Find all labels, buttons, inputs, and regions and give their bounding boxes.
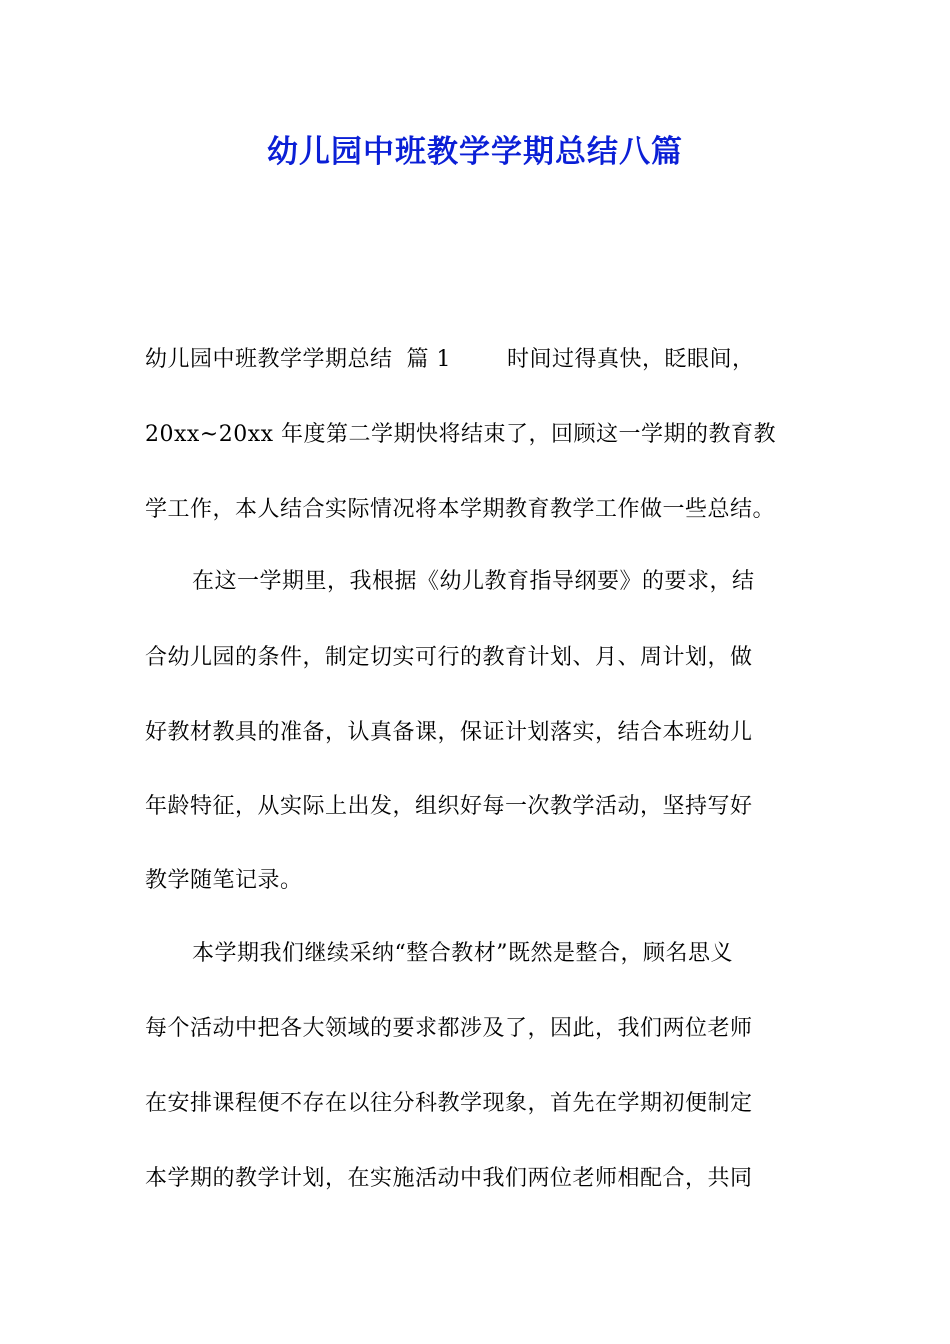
paragraph-line: 本学期的教学计划，在实施活动中我们两位老师相配合，共同	[145, 1166, 753, 1191]
paragraph-line: 学工作，本人结合实际情况将本学期教育教学工作做一些总结。	[145, 497, 776, 522]
paragraph-text: 时间过得真快，眨眼间，	[507, 347, 755, 372]
paragraph-line: 合幼儿园的条件，制定切实可行的教育计划、月、周计划，做	[145, 645, 753, 670]
paragraph-line: 教学随笔记录。	[145, 868, 303, 893]
section-number: 篇 1	[406, 347, 452, 372]
paragraph-line: 本学期我们继续采纳“整合教材”既然是整合，顾名思义	[192, 941, 733, 966]
section-heading: 幼儿园中班教学学期总结	[145, 347, 393, 372]
paragraph-line: 年龄特征，从实际上出发，组织好每一次教学活动，坚持写好	[145, 794, 753, 819]
document-title: 幼儿园中班教学学期总结八篇	[267, 134, 683, 170]
paragraph-line: 好教材教具的准备，认真备课，保证计划落实，结合本班幼儿	[145, 720, 753, 745]
paragraph-line	[145, 344, 810, 376]
paragraph-line: 每个活动中把各大领域的要求都涉及了，因此，我们两位老师	[145, 1016, 753, 1041]
paragraph-line: 在这一学期里，我根据《幼儿教育指导纲要》的要求，结	[192, 569, 755, 594]
paragraph-line: 20xx~20xx 年度第二学期快将结束了，回顾这一学期的教育教	[145, 422, 777, 447]
paragraph-line: 在安排课程便不存在以往分科教学现象，首先在学期初便制定	[145, 1091, 753, 1116]
